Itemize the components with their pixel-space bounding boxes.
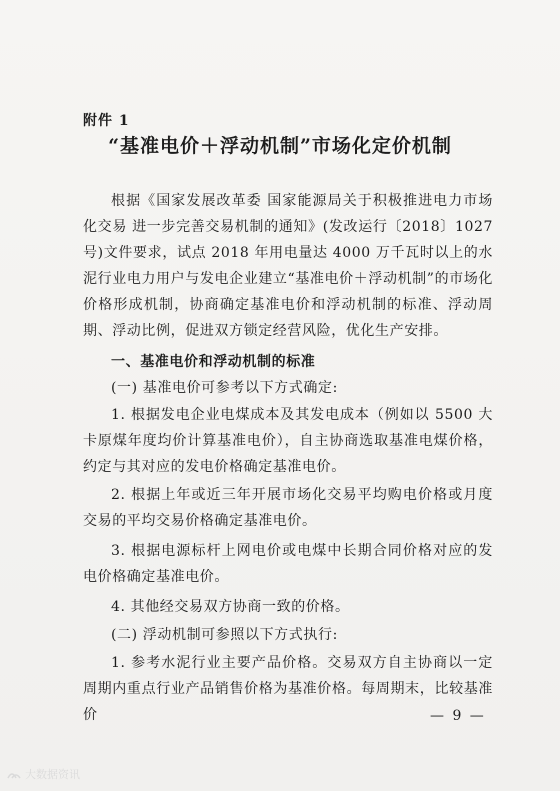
section-heading: 一、基准电价和浮动机制的标准: [111, 354, 316, 370]
attachment-label: 附件 1: [83, 113, 130, 129]
list-item-1: 1. 根据发电企业电煤成本及其发电成本（例如以 5500 大卡原煤年度均价计算基准电价），自主协商选取基准电煤价格，约定与其对应的发电价格确定基准电价。: [83, 407, 493, 475]
list-item-5: 1. 参考水泥行业主要产品价格。交易双方自主协商以一定周期内重点行业产品销售价格为基准价格。每周期末，比较基准价: [83, 655, 493, 723]
watermark-text: 大数据资讯: [25, 768, 80, 781]
page-number: — 9 —: [430, 708, 486, 724]
signal-wave-icon: [6, 767, 22, 781]
list-item-3: 3. 根据电源标杆上网电价或电煤中长期合同价格对应的发电价格确定基准电价。: [83, 543, 493, 585]
intro-paragraph: 根据《国家发展改革委 国家能源局关于积极推进电力市场化交易 进一步完善交易机制的通知》(发改运行〔2018〕1027号)文件要求，试点 2018 年用电量达 4000 万千瓦时以上的水泥行业电力用户与发电企业建立“基准电价＋浮动机制”的市场化价格形成机制，协商确定基准电价和浮动机制的标准、浮动周期、浮动比例，促进双方锁定经营风险，优化生产安排。: [83, 193, 493, 339]
document-title: “基准电价＋浮动机制”市场化定价机制: [108, 135, 452, 157]
watermark: [6, 766, 80, 782]
list-item-2: 2. 根据上年或近三年开展市场化交易平均购电价格或月度交易的平均交易价格确定基准电价。: [83, 487, 493, 529]
subsection-heading-1: (一) 基准电价可参考以下方式确定:: [111, 380, 338, 396]
list-item-4: 4. 其他经交易双方协商一致的价格。: [111, 599, 350, 615]
subsection-heading-2: (二) 浮动机制可参照以下方式执行:: [111, 627, 338, 643]
